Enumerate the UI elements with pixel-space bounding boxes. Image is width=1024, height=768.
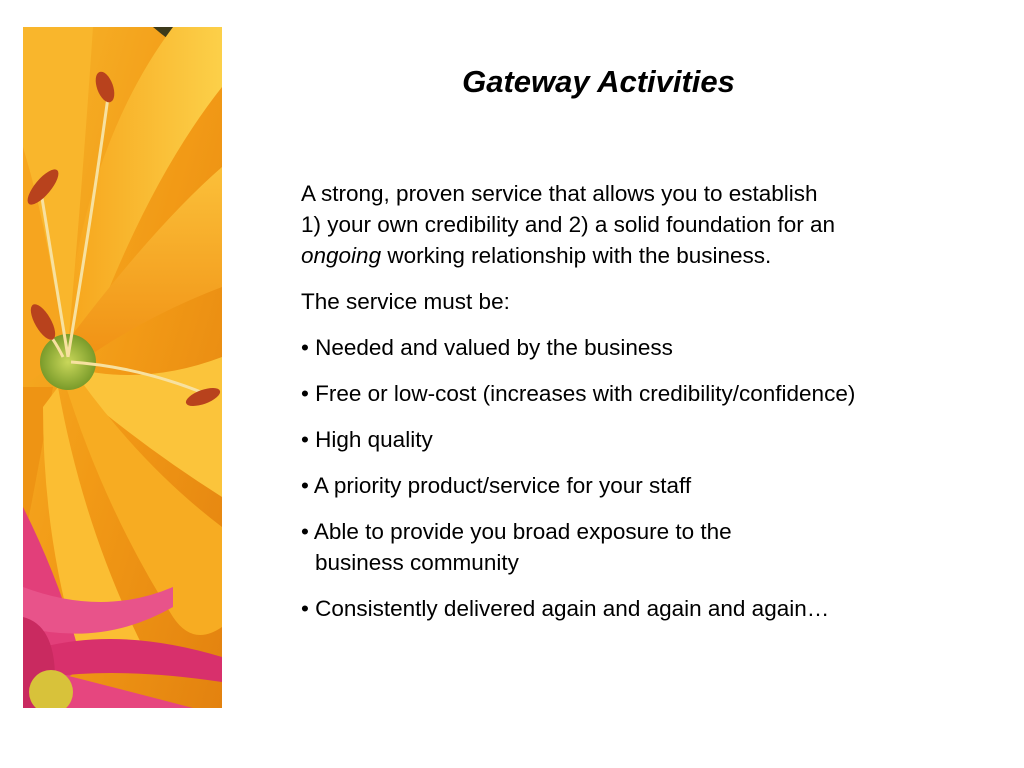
slide-body xyxy=(301,178,961,639)
flower-photo xyxy=(23,27,222,708)
lead-text: The service must be: xyxy=(301,289,510,314)
slide-title: Gateway Activities xyxy=(462,64,735,99)
intro-line-2: 1) your own credibility and 2) a solid foundation for an xyxy=(301,212,836,237)
bullet-item-line-2: business community xyxy=(315,550,519,575)
bullet-item: • Consistently delivered again and again and again… xyxy=(301,596,830,621)
lily-illustration xyxy=(23,27,222,708)
bullet-item: • Free or low-cost (increases with credibility/confidence) xyxy=(301,381,856,406)
intro-line-3 xyxy=(301,240,961,271)
intro-line-3-rest: working relationship with the business. xyxy=(381,243,772,268)
intro-line-1: A strong, proven service that allows you to establish xyxy=(301,181,818,206)
intro-paragraph xyxy=(301,178,961,271)
bullet-item-multiline xyxy=(301,516,961,578)
bullet-item: • High quality xyxy=(301,427,433,452)
bullet-item: • A priority product/service for your staff xyxy=(301,473,692,498)
bullet-item-line-1: • Able to provide you broad exposure to the xyxy=(301,519,732,544)
bullet-item: • Needed and valued by the business xyxy=(301,335,673,360)
emphasis-ongoing: ongoing xyxy=(301,243,382,268)
